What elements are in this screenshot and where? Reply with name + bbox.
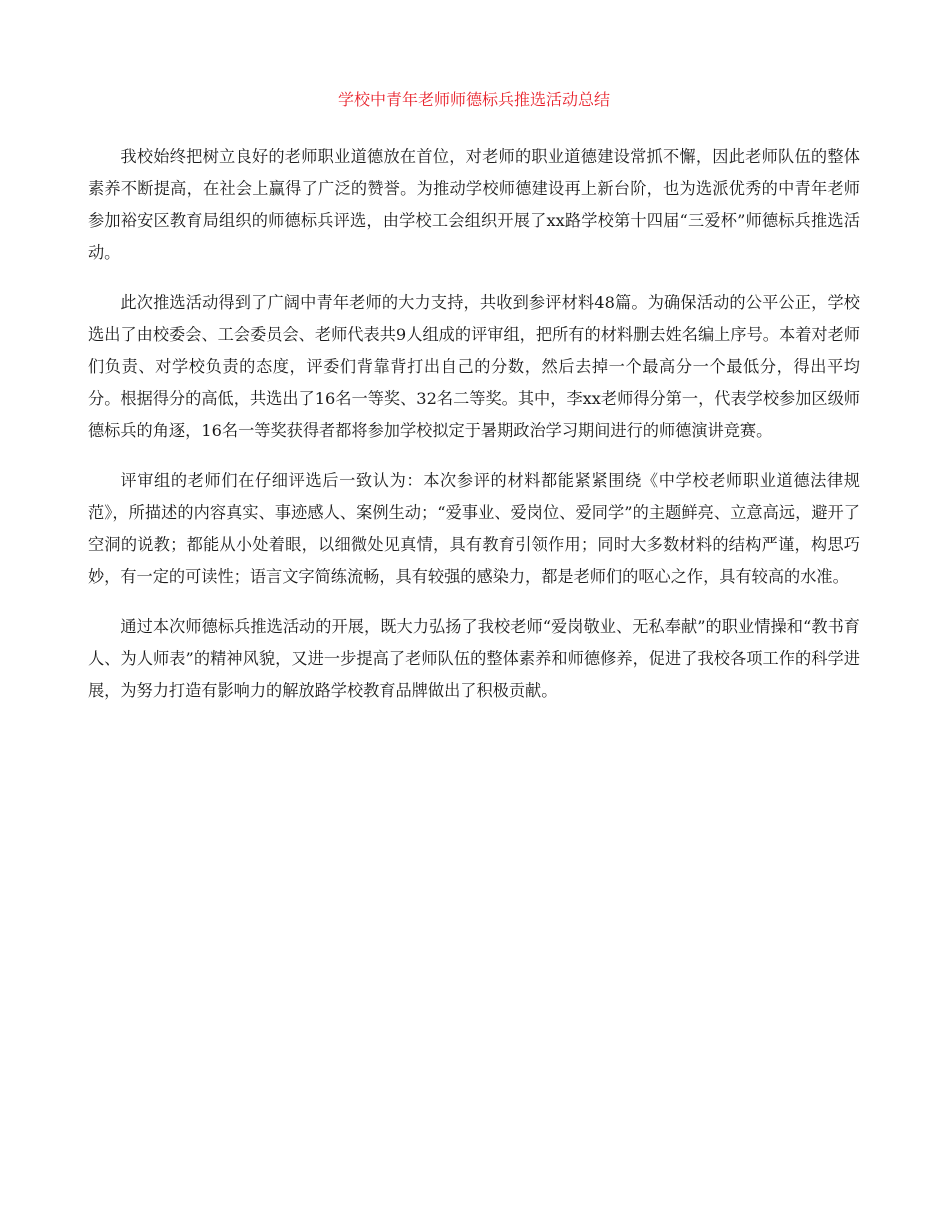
paragraph-3: 评审组的老师们在仔细评选后一致认为：本次参评的材料都能紧紧围绕《中学校老师职业道德法律规范》，所描述的内容真实、事迹感人、案例生动；“爱事业、爱岗位、爱同学”的主题鲜亮、立意高远，避开了空洞的说教；都能从小处着眼，以细微处见真情，具有教育引领作用；同时大多数材料的结构严谨，构思巧妙，有一定的可读性；语言文字简练流畅，具有较强的感染力，都是老师们的呕心之作，具有较高的水准。 — [88, 471, 860, 586]
document-page — [88, 84, 860, 725]
document-title: 学校中青年老师师德标兵推选活动总结 — [337, 90, 610, 109]
paragraph-4: 通过本次师德标兵推选活动的开展，既大力弘扬了我校老师“爱岗敬业、无私奉献”的职业情操和“教书育人、为人师表”的精神风貌，又进一步提高了老师队伍的整体素养和师德修养，促进了我校各项工作的科学进展，为努力打造有影响力的解放路学校教育品牌做出了积极贡献。 — [88, 617, 860, 700]
paragraph-2: 此次推选活动得到了广阔中青年老师的大力支持，共收到参评材料48篇。为确保活动的公平公正，学校选出了由校委会、工会委员会、老师代表共9人组成的评审组，把所有的材料删去姓名编上序号。本着对老师们负责、对学校负责的态度，评委们背靠背打出自己的分数，然后去掉一个最高分一个最低分，得出平均分。根据得分的高低，共选出了16名一等奖、32名二等奖。其中，李xx老师得分第一，代表学校参加区级师德标兵的角逐，16名一等奖获得者都将参加学校拟定于暑期政治学习期间进行的师德演讲竞赛。 — [88, 293, 860, 440]
paragraph-1: 我校始终把树立良好的老师职业道德放在首位，对老师的职业道德建设常抓不懈，因此老师队伍的整体素养不断提高，在社会上赢得了广泛的赞誉。为推动学校师德建设再上新台阶，也为选派优秀的中青年老师参加裕安区教育局组织的师德标兵评选，由学校工会组织开展了xx路学校第十四届“三爱杯”师德标兵推选活动。 — [88, 147, 860, 262]
